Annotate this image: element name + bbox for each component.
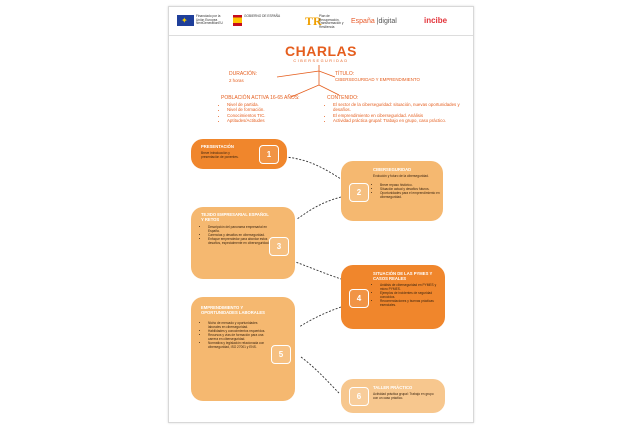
step-title: CIBERSEGURIDAD bbox=[373, 167, 412, 172]
duration-value: 2 horas bbox=[229, 78, 244, 83]
ministry-logo-text: GOBIERNO DE ESPAÑA bbox=[244, 14, 281, 18]
step-number-badge: 5 bbox=[271, 345, 291, 364]
step-item: • Breve repaso histórico. bbox=[380, 183, 440, 187]
step-number-badge: 4 bbox=[349, 289, 369, 308]
step-item: • Oportunidades para el emprendimiento en ciberseguridad. bbox=[380, 191, 440, 199]
content-item: • El sector de la ciberseguridad: situación, nuevas oportunidades y desafíos. bbox=[333, 102, 473, 113]
recovery-plan-text: Plan de Recuperación, Transformación y Resiliencia bbox=[319, 14, 344, 29]
step-intro: Evolución y futuro de la ciberseguridad. bbox=[373, 174, 429, 178]
eu-logo-text: Financiado por la Unión Europea NextGenerationEU bbox=[196, 14, 223, 26]
step-3-card bbox=[191, 207, 295, 279]
step-item: • Análisis de ciberseguridad en PYMES y micro PYMES. bbox=[380, 283, 444, 291]
step-item: • Normativa y legislación relacionada con ciberseguridad, ISO 27001 y ENS. bbox=[208, 341, 270, 349]
step-item: • Nicho de mercado y oportunidades laborales en ciberseguridad. bbox=[208, 321, 270, 329]
population-item: • Conocimientos TIC. bbox=[227, 113, 307, 118]
step-5-card bbox=[191, 297, 295, 401]
content-label: CONTENIDO: bbox=[327, 95, 359, 101]
page-title: CHARLAS bbox=[285, 43, 357, 59]
step-item: • Habilidades y conocimientos requeridos. bbox=[208, 329, 270, 333]
recovery-plan-logo: TR bbox=[305, 14, 322, 28]
step-item: • Carencias y desafíos en ciberseguridad. bbox=[208, 233, 272, 237]
infographic-page bbox=[168, 6, 474, 423]
step-item: • Situación actual y desafíos futuros. bbox=[380, 187, 440, 191]
population-item: • Nivel de formación. bbox=[227, 107, 307, 112]
step-item: • Recursos y vías de formación para una carrera en ciberseguridad. bbox=[208, 333, 270, 341]
eu-flag-icon: ✦ bbox=[177, 15, 194, 26]
step-list bbox=[375, 183, 440, 199]
step-item: • Ejemplos de incidentes de seguridad conocidos. bbox=[380, 291, 444, 299]
step-text: Actividad práctica grupal: Trabajo en grupo con un caso práctico. bbox=[373, 392, 434, 400]
step-2-card bbox=[341, 161, 443, 221]
step-item: • Enfoque emprendedor para abordar estos desafíos, especialmente en ciberseguridad. bbox=[208, 237, 272, 245]
content-item: • El emprendimiento en ciberseguridad. Análisis bbox=[333, 113, 473, 118]
step-item: • Recomendaciones y buenas prácticas esenciales. bbox=[380, 299, 444, 307]
step-title: TALLER PRÁCTICO bbox=[373, 385, 413, 390]
page-subtitle: CIBERSEGURIDAD bbox=[293, 59, 349, 63]
step-list bbox=[375, 283, 444, 307]
title-label: TÍTULO: bbox=[335, 71, 355, 77]
espana-digital-logo: España |digital bbox=[351, 18, 397, 25]
step-text: Breve introducción y presentación de ponentes. bbox=[201, 151, 239, 159]
step-item: • Descripción del panorama empresarial en España. bbox=[208, 225, 272, 233]
step-list bbox=[203, 225, 272, 245]
duration-label: DURACIÓN: bbox=[229, 71, 258, 77]
step-number-badge: 3 bbox=[269, 237, 289, 256]
population-item: • Nivel de partida. bbox=[227, 102, 307, 107]
step-number-badge: 2 bbox=[349, 183, 369, 202]
step-4-card bbox=[341, 265, 445, 329]
step-title: EMPRENDIMIENTO Y OPORTUNIDADES LABORALES bbox=[201, 305, 265, 315]
step-title: SITUACIÓN DE LAS PYMES Y CASOS REALES bbox=[373, 271, 433, 281]
step-6-card bbox=[341, 379, 445, 413]
step-list bbox=[203, 321, 270, 349]
incibe-logo: incibe bbox=[424, 16, 448, 25]
population-label: POBLACIÓN ACTIVA 16-65 AÑOS: bbox=[221, 95, 300, 101]
step-1-card bbox=[191, 139, 287, 169]
population-item: • Aptitudes/Actitudes bbox=[227, 118, 307, 123]
step-title: PRESENTACIÓN bbox=[201, 144, 234, 149]
content-list bbox=[327, 102, 473, 124]
population-list bbox=[221, 102, 307, 124]
step-number-badge: 1 bbox=[259, 145, 279, 164]
content-item: • Actividad práctica grupal: Trabajo en grupo, caso práctico. bbox=[333, 118, 473, 123]
step-number-badge: 6 bbox=[349, 387, 369, 406]
title-value: CIBERSEGURIDAD Y EMPRENDIMIENTO bbox=[335, 77, 420, 82]
step-title: TEJIDO EMPRESARIAL ESPAÑOL Y RETOS bbox=[201, 212, 269, 222]
